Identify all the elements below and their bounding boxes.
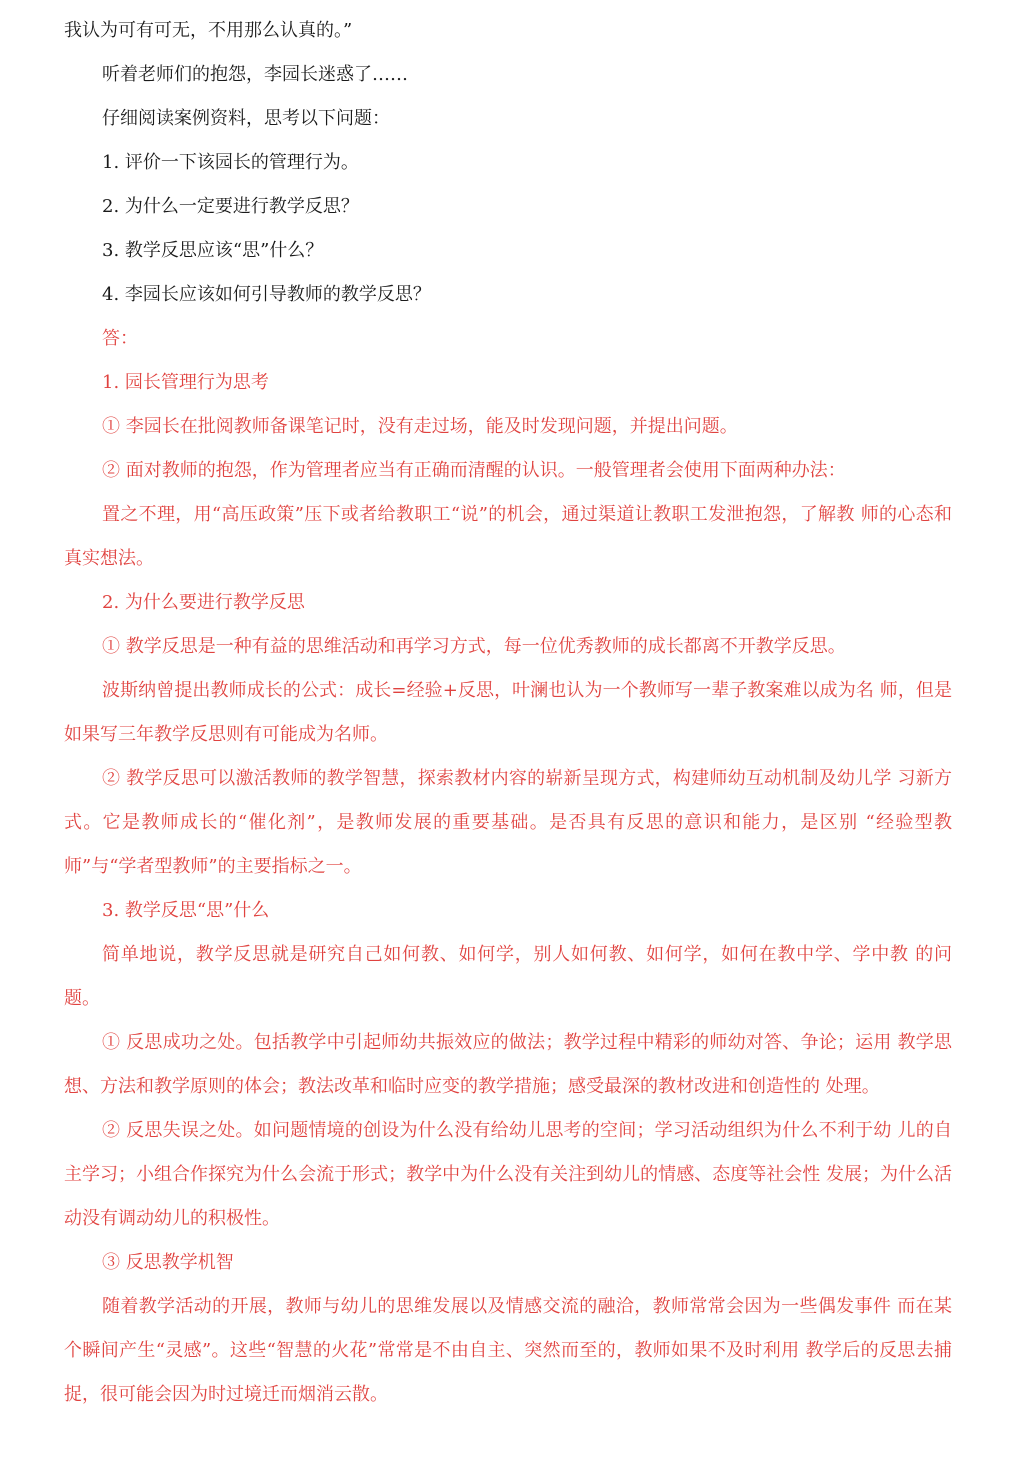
- answer-paragraph: ① 反思成功之处。包括教学中引起师幼共振效应的做法；教学过程中精彩的师幼对答、争论；运用 教学思想、方法和教学原则的体会；教法改革和临时应变的教学措施；感受最深的教材改进和创造性的 处理。: [64, 1032, 952, 1097]
- subheading: ③ 反思教学机智: [102, 1252, 234, 1273]
- answer-paragraph: 波斯纳曾提出教师成长的公式：成长=经验+反思，叶澜也认为一个教师写一辈子教案难以成为名 师，但是如果写三年教学反思则有可能成为名师。: [64, 680, 952, 745]
- answer-paragraph: 随着教学活动的开展，教师与幼儿的思维发展以及情感交流的融洽，教师常常会因为一些偶发事件 而在某个瞬间产生“灵感”。这些“智慧的火花”常常是不由自主、突然而至的，教师如果不及时利用 教学后的反思去捕捉，很可能会因为时过境迁而烟消云散。: [64, 1296, 952, 1405]
- answer-paragraph: ① 教学反思是一种有益的思维活动和再学习方式，每一位优秀教师的成长都离不开教学反思。: [102, 636, 846, 657]
- section-heading-3: 3. 教学反思“思”什么: [102, 900, 270, 921]
- question-3: 3. 教学反思应该“思”什么？: [102, 240, 324, 261]
- answer-label: 答：: [102, 328, 138, 349]
- answer-paragraph: 简单地说，教学反思就是研究自己如何教、如何学，别人如何教、如何学，如何在教中学、学中教 的问题。: [64, 944, 952, 1009]
- answer-paragraph: ① 李园长在批阅教师备课笔记时，没有走过场，能及时发现问题，并提出问题。: [102, 416, 738, 437]
- answer-paragraph: ② 教学反思可以激活教师的教学智慧，探索教材内容的崭新呈现方式，构建师幼互动机制及幼儿学 习新方式。它是教师成长的“催化剂”，是教师发展的重要基础。是否具有反思的意识和能力，是区别 “经验型教师”与“学者型教师”的主要指标之一。: [64, 768, 952, 877]
- instruction-line: 仔细阅读案例资料，思考以下问题：: [102, 108, 390, 129]
- section-heading-1: 1. 园长管理行为思考: [102, 372, 269, 393]
- answer-paragraph: ② 面对教师的抱怨，作为管理者应当有正确而清醒的认识。一般管理者会使用下面两种办法：: [102, 460, 846, 481]
- question-4: 4. 李园长应该如何引导教师的教学反思？: [102, 284, 431, 305]
- answer-paragraph: 置之不理，用“高压政策”压下或者给教职工“说”的机会，通过渠道让教职工发泄抱怨，了解教 师的心态和真实想法。: [64, 504, 952, 569]
- section-heading-2: 2. 为什么要进行教学反思: [102, 592, 305, 613]
- question-2: 2. 为什么一定要进行教学反思？: [102, 196, 359, 217]
- narrative-line: 听着老师们的抱怨，李园长迷惑了……: [102, 64, 408, 85]
- question-continuation: 我认为可有可无，不用那么认真的。”: [64, 20, 353, 41]
- answer-paragraph: ② 反思失误之处。如问题情境的创设为什么没有给幼儿思考的空间；学习活动组织为什么不利于幼 儿的自主学习；小组合作探究为什么会流于形式；教学中为什么没有关注到幼儿的情感、态度等社会性 发展；为什么活动没有调动幼儿的积极性。: [64, 1120, 952, 1229]
- question-1: 1. 评价一下该园长的管理行为。: [102, 152, 359, 173]
